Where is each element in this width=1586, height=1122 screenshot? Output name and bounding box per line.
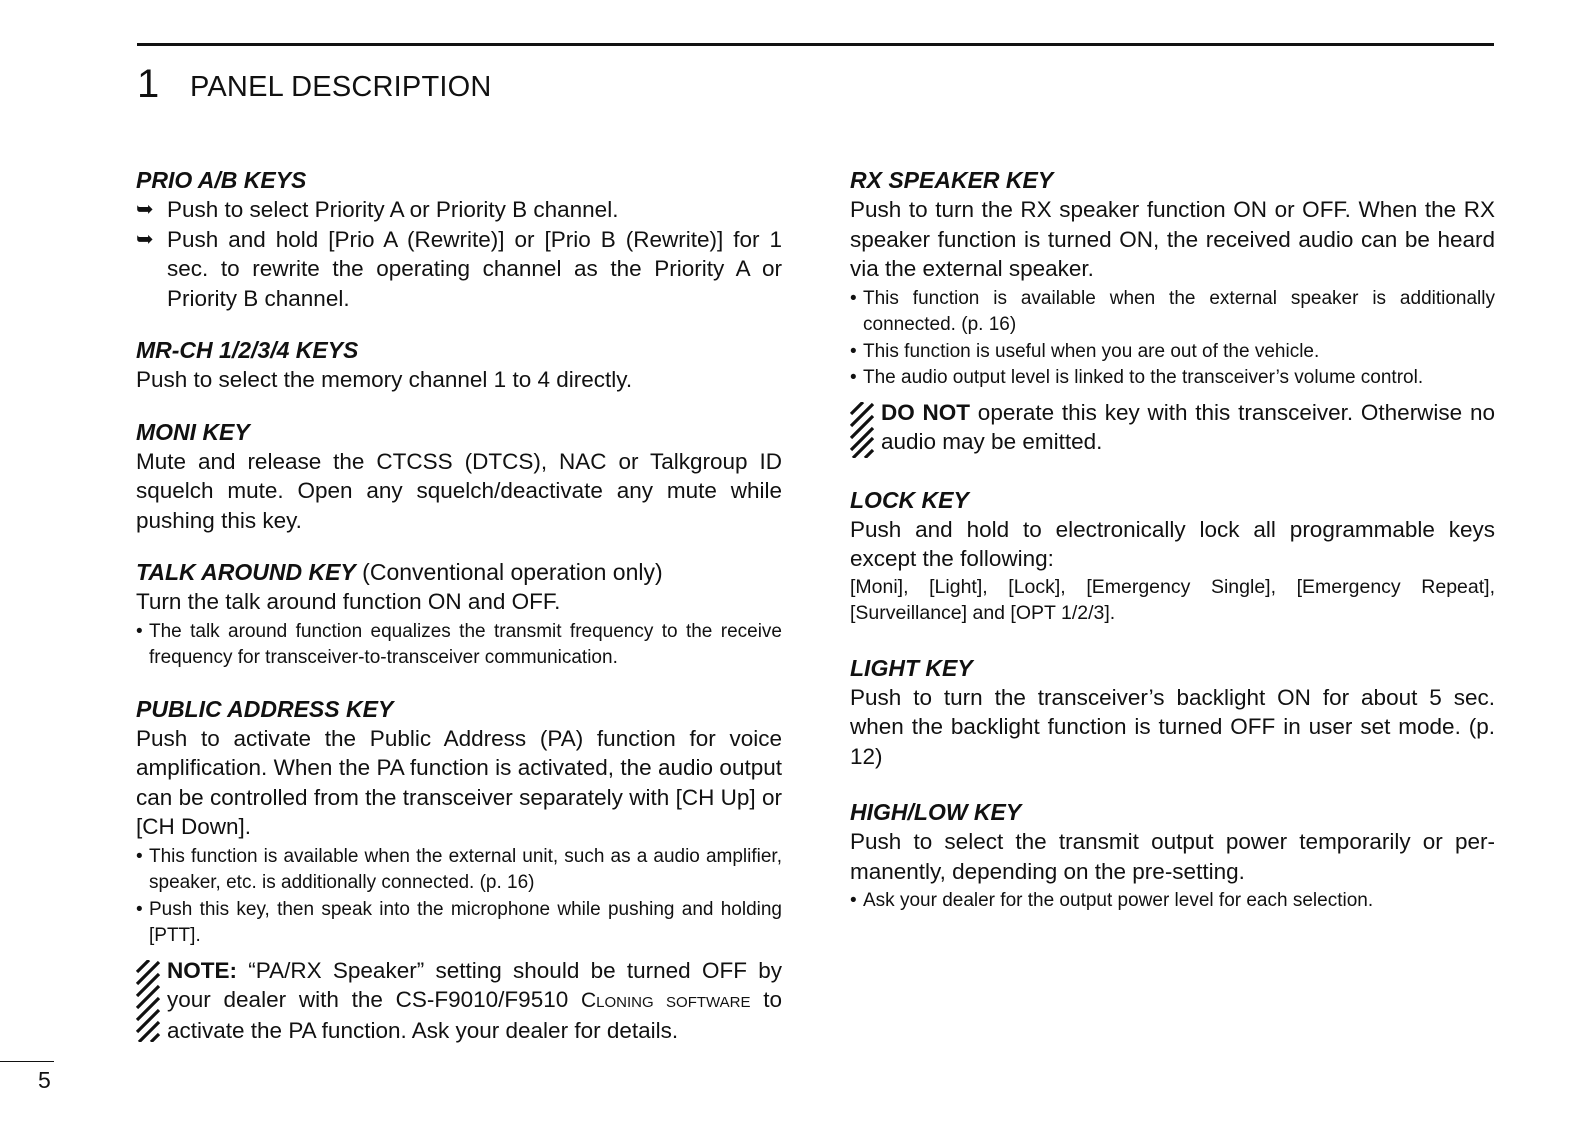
lock-keys: [Moni], [Light], [Lock], [Emergency Single], [Emergency Repeat], [Surveillance] and [OPT 1/2/3]. xyxy=(850,575,1495,624)
light-section xyxy=(850,654,1495,772)
list-item: • This function is available when the external speaker is additionally connected. (p. 16) xyxy=(850,287,1495,335)
list-item: • Ask your dealer for the output power level for each selection. xyxy=(850,890,1374,911)
mrch-section xyxy=(136,336,782,395)
lock-body: Push and hold to electronically lock all programmable keys except the following: xyxy=(850,516,1495,571)
right-column xyxy=(850,166,1495,915)
pa-section xyxy=(136,695,782,1046)
rx-warning: DO NOT operate this key with this transceiver. Otherwise no audio may be emitted. xyxy=(850,398,1495,457)
caution-hatch-icon xyxy=(136,960,160,1042)
lock-title: LOCK KEY xyxy=(850,486,969,513)
moni-section xyxy=(136,418,782,536)
highlow-body: Push to select the transmit output power temporarily or permanently, depending on the pre-setting. xyxy=(850,829,1495,884)
footer-rule xyxy=(0,1061,54,1062)
highlow-section xyxy=(850,798,1495,915)
list-item: • Push this key, then speak into the microphone while pushing and holding [PTT]. xyxy=(136,898,782,946)
arrow-icon: ➥ xyxy=(136,198,154,221)
talk-title: TALK AROUND KEY (Conventional operation only) xyxy=(136,559,663,585)
rx-section xyxy=(850,166,1495,457)
pa-note: NOTE: “PA/RX Speaker” setting should be turned OFF by your dealer with the CS-F9010/F9510 Cloning software to activate the PA function. Ask your dealer for details. xyxy=(136,956,782,1046)
list-item: • This function is useful when you are out of the vehicle. xyxy=(850,340,1320,362)
talk-body: Turn the talk around function ON and OFF. xyxy=(136,589,561,614)
rx-body: Push to turn the RX speaker function ON or OFF. When the RX speaker function is turned ON, the received audio can be heard via the external speaker. xyxy=(850,197,1495,281)
light-title: LIGHT KEY xyxy=(850,654,973,681)
talk-bullets xyxy=(136,619,782,672)
list-item: ➥ Push and hold [Prio A (Rewrite)] or [Prio B (Rewrite)] for 1 sec. to rewrite the operating channel as the Priority A or Priority B channel. xyxy=(136,226,782,311)
rx-title: RX SPEAKER KEY xyxy=(850,167,1054,193)
list-item: ➥ Push to select Priority A or Priority B channel. xyxy=(136,195,782,225)
pa-bullets xyxy=(136,844,782,950)
light-body: Push to turn the transceiver’s backlight ON for about 5 sec. when the backlight function is turned OFF in user set mode. (p. 12) xyxy=(850,684,1495,769)
chapter-title: PANEL DESCRIPTION xyxy=(190,71,492,103)
note-smallcaps: Cloning software xyxy=(581,989,751,1012)
warning-label: DO NOT xyxy=(881,399,971,425)
pa-title: PUBLIC ADDRESS KEY xyxy=(136,695,394,722)
list-item: • This function is available when the external unit, such as a audio amplifier, speaker, etc. is additionally connected. (p. 16) xyxy=(136,845,782,893)
mrch-title: MR-CH 1/2/3/4 KEYS xyxy=(136,337,359,363)
mrch-body: Push to select the memory channel 1 to 4 directly. xyxy=(136,367,633,392)
pa-body: Push to activate the Public Address (PA) function for voice amplification. When the PA function is activated, the audio output can be controlled from the transceiver separately with [CH Up] or [CH Down]. xyxy=(136,725,782,839)
talk-section xyxy=(136,558,782,672)
moni-title: MONI KEY xyxy=(136,418,250,445)
highlow-title: HIGH/LOW KEY xyxy=(850,799,1022,825)
prio-title: PRIO A/B KEYS xyxy=(136,167,307,193)
talk-subtitle: (Conventional operation only) xyxy=(355,559,663,585)
list-item: • The talk around function equalizes the transmit frequency to the receive frequency for transceiver-to-transceiver communication. xyxy=(136,620,782,668)
arrow-icon: ➥ xyxy=(136,227,154,251)
prio-list xyxy=(136,195,782,313)
prio-section xyxy=(136,166,782,313)
page-number: 5 xyxy=(38,1067,51,1093)
moni-body: Mute and release the CTCSS (DTCS), NAC or Talkgroup ID squelch mute. Open any squelch/deactivate any mute while pushing this key. xyxy=(136,448,782,533)
highlow-bullets xyxy=(850,888,1495,915)
rx-bullets xyxy=(850,286,1495,392)
chapter-number: 1 xyxy=(137,62,160,106)
header-rule xyxy=(137,43,1494,46)
note-label: NOTE: xyxy=(167,957,237,983)
lock-section xyxy=(850,486,1495,627)
left-column xyxy=(136,166,782,1045)
caution-hatch-icon xyxy=(850,402,874,458)
list-item: • The audio output level is linked to the transceiver’s volume control. xyxy=(850,367,1424,388)
